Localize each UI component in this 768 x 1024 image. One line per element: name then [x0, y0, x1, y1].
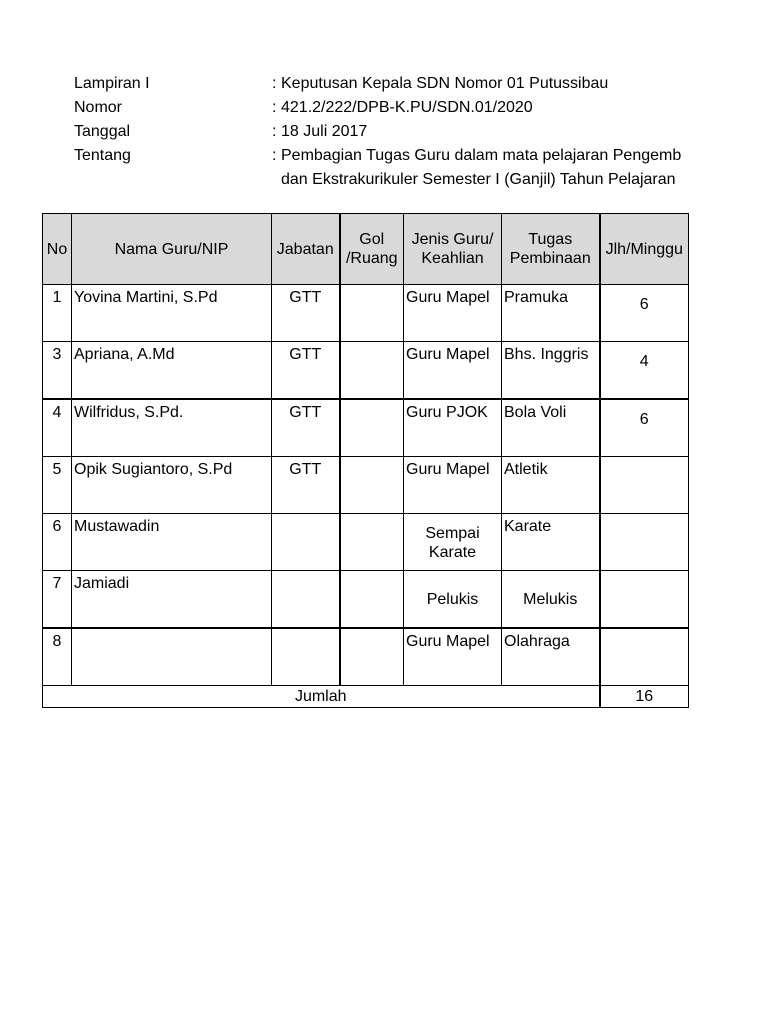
cell-tugas: Atletik	[502, 457, 600, 514]
table-row	[43, 571, 689, 629]
col-header-tugas	[502, 214, 600, 285]
header-value: 18 Juli 2017	[281, 123, 368, 140]
header-colon: :	[272, 75, 277, 92]
cell-gol	[340, 628, 404, 686]
col-header-gol	[340, 214, 404, 285]
teacher-assignment-table	[42, 213, 689, 708]
header-colon: :	[272, 99, 277, 116]
col-header-jenis	[404, 214, 502, 285]
cell-tugas: Bhs. Inggris	[502, 342, 600, 400]
cell-tugas: Bola Voli	[502, 399, 600, 457]
cell-nama: Apriana, A.Md	[72, 342, 272, 400]
cell-no: 5	[43, 457, 72, 514]
cell-nama: Mustawadin	[72, 514, 272, 571]
table-row	[43, 285, 689, 342]
col-header-jenis-line2: Keahlian	[421, 250, 484, 267]
cell-no: 6	[43, 514, 72, 571]
header-label: Tentang	[74, 147, 131, 164]
cell-jabatan: GTT	[272, 457, 340, 514]
table-header-row	[43, 214, 689, 285]
cell-nama: Opik Sugiantoro, S.Pd	[72, 457, 272, 514]
cell-jlh: 6	[600, 399, 689, 457]
cell-gol	[340, 399, 404, 457]
cell-no: 1	[43, 285, 72, 342]
cell-tugas: Karate	[502, 514, 600, 571]
cell-jlh: 4	[600, 342, 689, 400]
header-row-nomor	[74, 96, 714, 120]
table-row	[43, 399, 689, 457]
header-colon: :	[272, 147, 277, 164]
cell-jenis: Guru PJOK	[404, 399, 502, 457]
cell-jenis: Guru Mapel	[404, 628, 502, 686]
table-row	[43, 514, 689, 571]
header-row-lampiran	[74, 72, 714, 96]
header-label: Nomor	[74, 99, 123, 116]
cell-nama: Wilfridus, S.Pd.	[72, 399, 272, 457]
cell-jabatan	[272, 514, 340, 571]
cell-nama	[72, 628, 272, 686]
cell-jenis: Pelukis	[404, 571, 502, 629]
header-value: Keputusan Kepala SDN Nomor 01 Putussibau	[281, 75, 609, 92]
footer-jumlah-label: Jumlah	[43, 686, 600, 708]
table-row	[43, 342, 689, 400]
cell-jenis: Guru Mapel	[404, 457, 502, 514]
cell-jlh	[600, 457, 689, 514]
cell-gol	[340, 571, 404, 629]
cell-tugas: Olahraga	[502, 628, 600, 686]
col-header-jlh: Jlh/Minggu	[600, 214, 689, 285]
cell-jabatan: GTT	[272, 399, 340, 457]
cell-no: 4	[43, 399, 72, 457]
cell-nama: Yovina Martini, S.Pd	[72, 285, 272, 342]
footer-jumlah-total: 16	[600, 686, 689, 708]
document-header	[74, 72, 714, 192]
cell-gol	[340, 342, 404, 400]
cell-jenis: Guru Mapel	[404, 342, 502, 400]
cell-jlh	[600, 628, 689, 686]
header-colon: :	[272, 123, 277, 140]
col-header-tugas-line1: Tugas	[528, 231, 573, 248]
cell-jabatan: GTT	[272, 285, 340, 342]
col-header-gol-line2: /Ruang	[345, 250, 398, 267]
header-label: Lampiran I	[74, 75, 150, 92]
cell-jenis-line1: Sempai	[425, 525, 480, 542]
col-header-nama: Nama Guru/NIP	[72, 214, 272, 285]
cell-jlh	[600, 571, 689, 629]
col-header-jabatan: Jabatan	[272, 214, 340, 285]
table-footer-row	[43, 686, 689, 708]
cell-jabatan	[272, 628, 340, 686]
cell-gol	[340, 514, 404, 571]
table-row	[43, 628, 689, 686]
cell-jabatan: GTT	[272, 342, 340, 400]
cell-jlh	[600, 514, 689, 571]
cell-tugas: Pramuka	[502, 285, 600, 342]
cell-jenis: Guru Mapel	[404, 285, 502, 342]
cell-jlh: 6	[600, 285, 689, 342]
cell-nama: Jamiadi	[72, 571, 272, 629]
cell-no: 3	[43, 342, 72, 400]
header-row-tentang-continued	[74, 168, 714, 192]
cell-no: 8	[43, 628, 72, 686]
col-header-no: No	[43, 214, 72, 285]
cell-jenis	[404, 514, 502, 571]
cell-gol	[340, 285, 404, 342]
cell-tugas: Melukis	[502, 571, 600, 629]
col-header-tugas-line2: Pembinaan	[509, 250, 591, 267]
cell-jenis-line2: Karate	[428, 544, 477, 561]
header-value: 421.2/222/DPB-K.PU/SDN.01/2020	[281, 99, 533, 116]
col-header-jenis-line1: Jenis Guru/	[411, 231, 494, 248]
header-label: Tanggal	[74, 123, 131, 140]
header-row-tentang	[74, 144, 714, 168]
cell-jabatan	[272, 571, 340, 629]
cell-gol	[340, 457, 404, 514]
cell-no: 7	[43, 571, 72, 629]
header-value: dan Ekstrakurikuler Semester I (Ganjil) Tahun Pelajaran	[281, 171, 676, 188]
table-row	[43, 457, 689, 514]
header-row-tanggal	[74, 120, 714, 144]
header-value: Pembagian Tugas Guru dalam mata pelajaran Pengemb	[281, 147, 682, 164]
col-header-gol-line1: Gol	[359, 231, 385, 248]
